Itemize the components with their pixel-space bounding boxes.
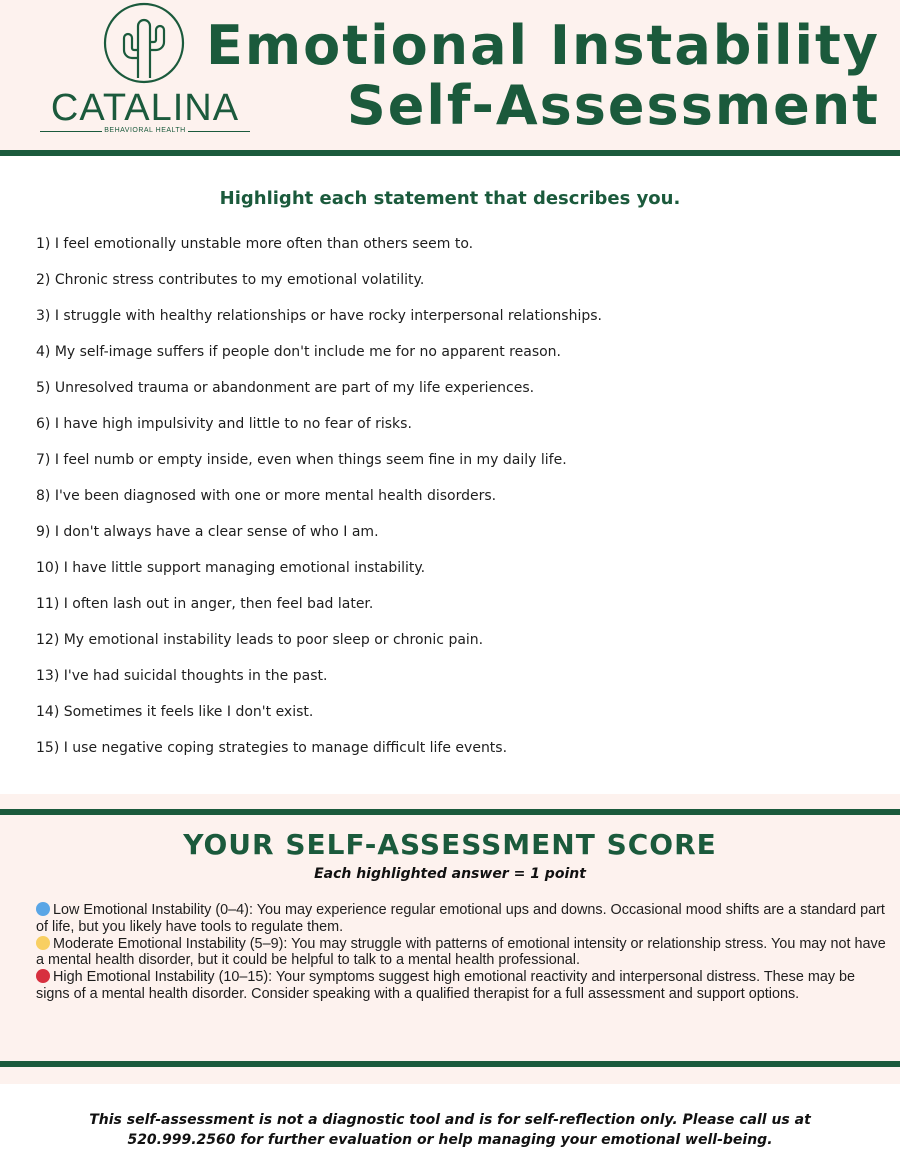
blue-circle-icon	[36, 902, 50, 916]
level-high-text: High Emotional Instability (10–15): Your symptoms suggest high emotional reactivity and interpersonal distress. These may be signs of a mental health disorder. Consider speaking with a qualified therapist for a full assessment and support options.	[36, 969, 856, 1002]
statement-12[interactable]: 12) My emotional instability leads to poor sleep or chronic pain.	[36, 632, 484, 648]
level-low	[36, 902, 886, 936]
logo-tagline: BEHAVIORAL HEALTH	[104, 127, 186, 134]
statement-1[interactable]: 1) I feel emotionally unstable more often than others seem to.	[36, 236, 474, 252]
title-line-2: Self-Assessment	[346, 74, 880, 137]
disclaimer-line-1: This self-assessment is not a diagnostic tool and is for self-reflection only. Please call us at	[89, 1112, 811, 1128]
statement-8[interactable]: 8) I've been diagnosed with one or more mental health disorders.	[36, 488, 497, 504]
logo-wordmark: CATALINA	[50, 87, 240, 129]
level-low-text: Low Emotional Instability (0–4): You may experience regular emotional ups and downs. Occasional mood shifts are a standard part of life, but you likely have tools to regulate them.	[36, 902, 885, 935]
statement-6[interactable]: 6) I have high impulsivity and little to no fear of risks.	[36, 416, 412, 432]
statement-9[interactable]: 9) I don't always have a clear sense of who I am.	[36, 524, 379, 540]
score-subtitle: Each highlighted answer = 1 point	[314, 866, 586, 882]
score-title: YOUR SELF-ASSESSMENT SCORE	[183, 828, 717, 861]
score-levels	[36, 902, 886, 1003]
instructions-heading: Highlight each statement that describes you.	[219, 188, 681, 209]
statement-7[interactable]: 7) I feel numb or empty inside, even when things seem fine in my daily life.	[36, 452, 567, 468]
header-divider	[0, 150, 900, 156]
disclaimer	[60, 1110, 840, 1150]
statement-4[interactable]: 4) My self-image suffers if people don't include me for no apparent reason.	[36, 344, 562, 360]
level-moderate-text: Moderate Emotional Instability (5–9): You may struggle with patterns of emotional intensity or relationship stress. You may not have a mental health disorder, but it could be helpful to talk to a mental health professional.	[36, 935, 886, 969]
statement-15[interactable]: 15) I use negative coping strategies to manage difficult life events.	[36, 740, 508, 756]
disclaimer-line-2: 520.999.2560 for further evaluation or help managing your emotional well-being.	[127, 1132, 773, 1148]
red-circle-icon	[36, 969, 50, 983]
yellow-circle-icon	[36, 936, 50, 950]
statement-11[interactable]: 11) I often lash out in anger, then feel bad later.	[36, 596, 374, 612]
statement-list	[36, 234, 602, 774]
statement-14[interactable]: 14) Sometimes it feels like I don't exist.	[36, 704, 314, 720]
statement-13[interactable]: 13) I've had suicidal thoughts in the past.	[36, 668, 328, 684]
statement-5[interactable]: 5) Unresolved trauma or abandonment are part of my life experiences.	[36, 380, 535, 396]
statement-10[interactable]: 10) I have little support managing emotional instability.	[36, 560, 426, 576]
statement-3[interactable]: 3) I struggle with healthy relationships or have rocky interpersonal relationships.	[36, 308, 602, 324]
statement-2[interactable]: 2) Chronic stress contributes to my emotional volatility.	[36, 272, 425, 288]
level-moderate	[36, 936, 886, 970]
title-line-1: Emotional Instability	[206, 14, 880, 77]
page-title	[206, 16, 880, 136]
score-top-divider	[0, 809, 900, 815]
level-high	[36, 969, 886, 1003]
score-bottom-divider	[0, 1061, 900, 1067]
